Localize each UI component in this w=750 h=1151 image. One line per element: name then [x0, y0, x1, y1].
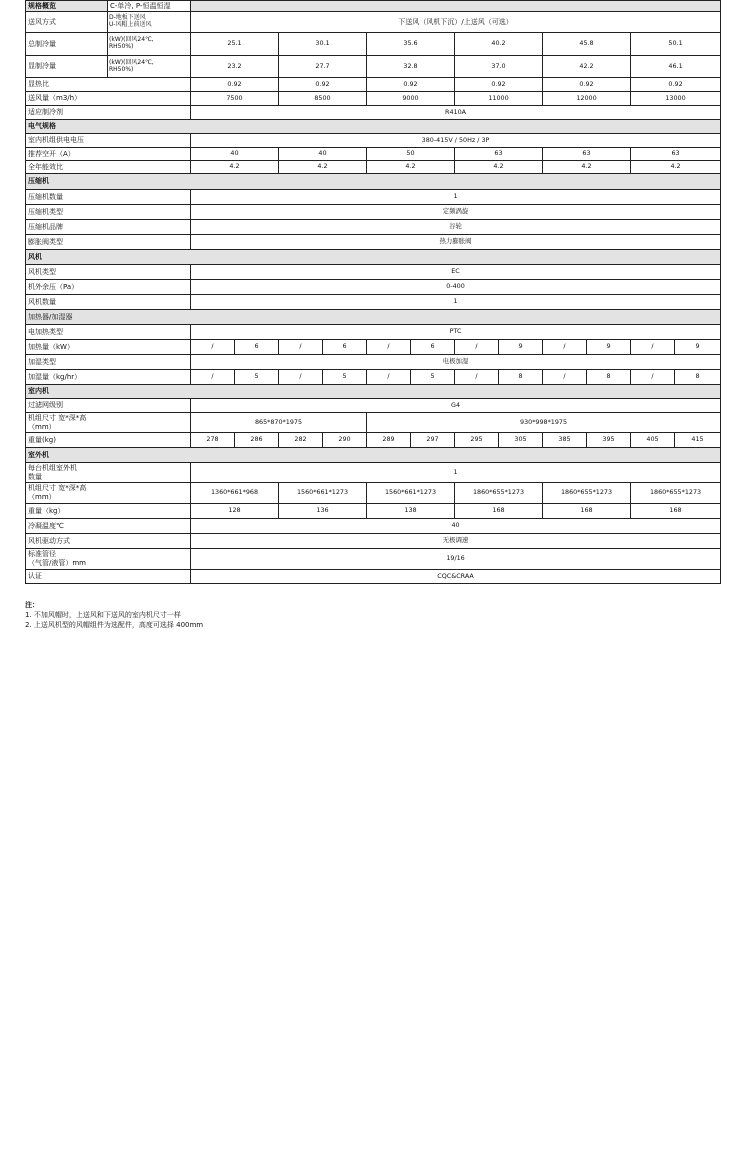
cell: 0.92: [455, 78, 543, 92]
section-title: 规格概览: [26, 1, 108, 12]
row-label: 机组尺寸 宽*深*高 （mm）: [26, 483, 191, 504]
cell: 1860*655*1273: [543, 483, 631, 504]
section-title: 室内机: [26, 385, 721, 399]
row-label: 压缩机数量: [26, 190, 191, 205]
spec-table-body: [26, 1, 721, 584]
row-value: 40: [191, 519, 721, 534]
row-label: 压缩机类型: [26, 205, 191, 220]
cell: 1360*661*968: [191, 483, 279, 504]
cell: 0.92: [367, 78, 455, 92]
row-label: 冷凝温度℃: [26, 519, 191, 534]
row-value: 电极加湿: [191, 355, 721, 370]
row-sublabel: (kW)(回风24℃, RH50%): [108, 33, 191, 56]
cell: 1560*661*1273: [367, 483, 455, 504]
spec-table: [25, 0, 721, 584]
row-label: 推荐空开（A）: [26, 148, 191, 161]
cell: 282: [279, 433, 323, 448]
cell: 8500: [279, 92, 367, 106]
cell: 405: [631, 433, 675, 448]
row-value: 谷轮: [191, 220, 721, 235]
cell: 50: [367, 148, 455, 161]
cell: 8: [587, 370, 631, 385]
cell: 13000: [631, 92, 721, 106]
cell: 168: [455, 504, 543, 519]
row-sublabel: (kW)(回风24℃, RH50%): [108, 56, 191, 78]
table-row: [26, 504, 721, 519]
cell: 35.6: [367, 33, 455, 56]
row-value: R410A: [191, 106, 721, 120]
row-label: 风机驱动方式: [26, 534, 191, 549]
cell: 168: [543, 504, 631, 519]
cell: /: [191, 370, 235, 385]
cell: 8: [675, 370, 721, 385]
notes: [25, 600, 203, 630]
table-row: [26, 355, 721, 370]
cell: /: [455, 340, 499, 355]
row-label: 标准管径 （气管/液管）mm: [26, 549, 191, 570]
cell: 168: [631, 504, 721, 519]
cell: 4.2: [191, 161, 279, 174]
cell: 23.2: [191, 56, 279, 78]
row-value: 19/16: [191, 549, 721, 570]
row-label: 压缩机品牌: [26, 220, 191, 235]
cell: 46.1: [631, 56, 721, 78]
table-row: [26, 399, 721, 413]
table-row: [26, 570, 721, 584]
table-row: [26, 265, 721, 280]
cell: 136: [279, 504, 367, 519]
cell: 415: [675, 433, 721, 448]
section-fill: [191, 1, 721, 12]
row-value: 380-415V / 50Hz / 3P: [191, 134, 721, 148]
row-label: 重量(kg): [26, 433, 191, 448]
table-row: [26, 190, 721, 205]
cell: 4.2: [279, 161, 367, 174]
section-row: [26, 120, 721, 134]
table-row: [26, 148, 721, 161]
row-value: CQC&CRAA: [191, 570, 721, 584]
note-item: 2. 上送风机型的风帽组件为选配件，高度可选择 400mm: [25, 621, 204, 629]
cell: 305: [499, 433, 543, 448]
row-label: 膨胀阀类型: [26, 235, 191, 250]
cell: 63: [455, 148, 543, 161]
cell: 289: [367, 433, 411, 448]
cell: 5: [323, 370, 367, 385]
cell: /: [191, 340, 235, 355]
row-label: 机外余压（Pa）: [26, 280, 191, 295]
row-value: 热力膨胀阀: [191, 235, 721, 250]
table-row: [26, 161, 721, 174]
row-value: 0-400: [191, 280, 721, 295]
cell: 63: [631, 148, 721, 161]
table-row: [26, 370, 721, 385]
cell: 138: [367, 504, 455, 519]
cell: 9: [675, 340, 721, 355]
row-sublabel: D-地板下送风 U-风帽上前送风: [108, 12, 191, 33]
row-label: 过滤网级别: [26, 399, 191, 413]
section-row: [26, 174, 721, 190]
table-row: [26, 134, 721, 148]
cell: /: [367, 340, 411, 355]
row-value: PTC: [191, 325, 721, 340]
cell: 278: [191, 433, 235, 448]
row-label: 认证: [26, 570, 191, 584]
row-value: 1: [191, 190, 721, 205]
cell: 45.8: [543, 33, 631, 56]
cell: 1560*661*1273: [279, 483, 367, 504]
row-label: 送风方式: [26, 12, 108, 33]
section-title: 压缩机: [26, 174, 721, 190]
cell: /: [279, 370, 323, 385]
row-label: 室内机组供电电压: [26, 134, 191, 148]
cell: 32.8: [367, 56, 455, 78]
table-row: [26, 56, 721, 78]
table-row: [26, 220, 721, 235]
section-row: [26, 1, 721, 12]
table-row: [26, 325, 721, 340]
cell: 40: [279, 148, 367, 161]
row-label: 显热比: [26, 78, 191, 92]
cell: 4.2: [543, 161, 631, 174]
section-row: [26, 385, 721, 399]
row-label: 风机数量: [26, 295, 191, 310]
row-label: 风机类型: [26, 265, 191, 280]
overview-note: C-单冷, P-恒温恒湿: [108, 1, 191, 12]
cell: 6: [235, 340, 279, 355]
cell: /: [631, 370, 675, 385]
table-row: [26, 433, 721, 448]
row-value: 下送风（风机下沉）/上送风（可选）: [191, 12, 721, 33]
cell: 12000: [543, 92, 631, 106]
cell: /: [455, 370, 499, 385]
cell: 385: [543, 433, 587, 448]
table-row: [26, 519, 721, 534]
cell: 40.2: [455, 33, 543, 56]
cell: 4.2: [631, 161, 721, 174]
table-row: [26, 235, 721, 250]
cell: 5: [411, 370, 455, 385]
section-row: [26, 310, 721, 325]
cell: 930*998*1975: [367, 413, 721, 433]
row-value: 1: [191, 463, 721, 483]
table-row: [26, 78, 721, 92]
cell: 286: [235, 433, 279, 448]
table-row: [26, 340, 721, 355]
cell: 295: [455, 433, 499, 448]
cell: /: [631, 340, 675, 355]
cell: 290: [323, 433, 367, 448]
section-title: 风机: [26, 250, 721, 265]
cell: 0.92: [631, 78, 721, 92]
row-label: 电加热类型: [26, 325, 191, 340]
cell: 63: [543, 148, 631, 161]
table-row: [26, 295, 721, 310]
cell: 40: [191, 148, 279, 161]
row-label: 加热量（kW）: [26, 340, 191, 355]
section-row: [26, 448, 721, 463]
cell: 297: [411, 433, 455, 448]
cell: 6: [411, 340, 455, 355]
cell: 9000: [367, 92, 455, 106]
table-row: [26, 12, 721, 33]
row-label: 送风量（m3/h）: [26, 92, 191, 106]
table-row: [26, 33, 721, 56]
cell: 6: [323, 340, 367, 355]
cell: 0.92: [279, 78, 367, 92]
cell: 42.2: [543, 56, 631, 78]
row-label: 每台机组室外机 数量: [26, 463, 191, 483]
section-title: 电气规格: [26, 120, 721, 134]
cell: 50.1: [631, 33, 721, 56]
cell: 9: [499, 340, 543, 355]
section-title: 加热器/加湿器: [26, 310, 721, 325]
row-value: G4: [191, 399, 721, 413]
notes-title: 注：: [25, 601, 39, 609]
table-row: [26, 280, 721, 295]
row-label: 加湿量（kg/hr）: [26, 370, 191, 385]
cell: 7500: [191, 92, 279, 106]
cell: 9: [587, 340, 631, 355]
row-label: 适应制冷剂: [26, 106, 191, 120]
row-label: 重量（kg）: [26, 504, 191, 519]
cell: 37.0: [455, 56, 543, 78]
cell: 4.2: [367, 161, 455, 174]
table-row: [26, 92, 721, 106]
table-row: [26, 483, 721, 504]
cell: 27.7: [279, 56, 367, 78]
row-label: 机组尺寸 宽*深*高 （mm）: [26, 413, 191, 433]
table-row: [26, 549, 721, 570]
section-row: [26, 250, 721, 265]
row-value: 无极调速: [191, 534, 721, 549]
cell: 1860*655*1273: [631, 483, 721, 504]
row-label: 加湿类型: [26, 355, 191, 370]
table-row: [26, 205, 721, 220]
cell: /: [367, 370, 411, 385]
cell: 11000: [455, 92, 543, 106]
table-row: [26, 413, 721, 433]
table-row: [26, 106, 721, 120]
cell: 5: [235, 370, 279, 385]
cell: /: [279, 340, 323, 355]
row-label: 显制冷量: [26, 56, 108, 78]
cell: 0.92: [191, 78, 279, 92]
row-value: 定频涡旋: [191, 205, 721, 220]
cell: 8: [499, 370, 543, 385]
row-value: EC: [191, 265, 721, 280]
cell: 395: [587, 433, 631, 448]
cell: 25.1: [191, 33, 279, 56]
cell: /: [543, 340, 587, 355]
cell: 4.2: [455, 161, 543, 174]
section-title: 室外机: [26, 448, 721, 463]
row-label: 全年能效比: [26, 161, 191, 174]
table-row: [26, 534, 721, 549]
note-item: 1. 不加风帽时，上送风和下送风的室内机尺寸一样: [25, 611, 181, 619]
row-value: 1: [191, 295, 721, 310]
row-label: 总制冷量: [26, 33, 108, 56]
cell: 128: [191, 504, 279, 519]
cell: 0.92: [543, 78, 631, 92]
cell: /: [543, 370, 587, 385]
table-row: [26, 463, 721, 483]
cell: 30.1: [279, 33, 367, 56]
cell: 1860*655*1273: [455, 483, 543, 504]
cell: 865*870*1975: [191, 413, 367, 433]
